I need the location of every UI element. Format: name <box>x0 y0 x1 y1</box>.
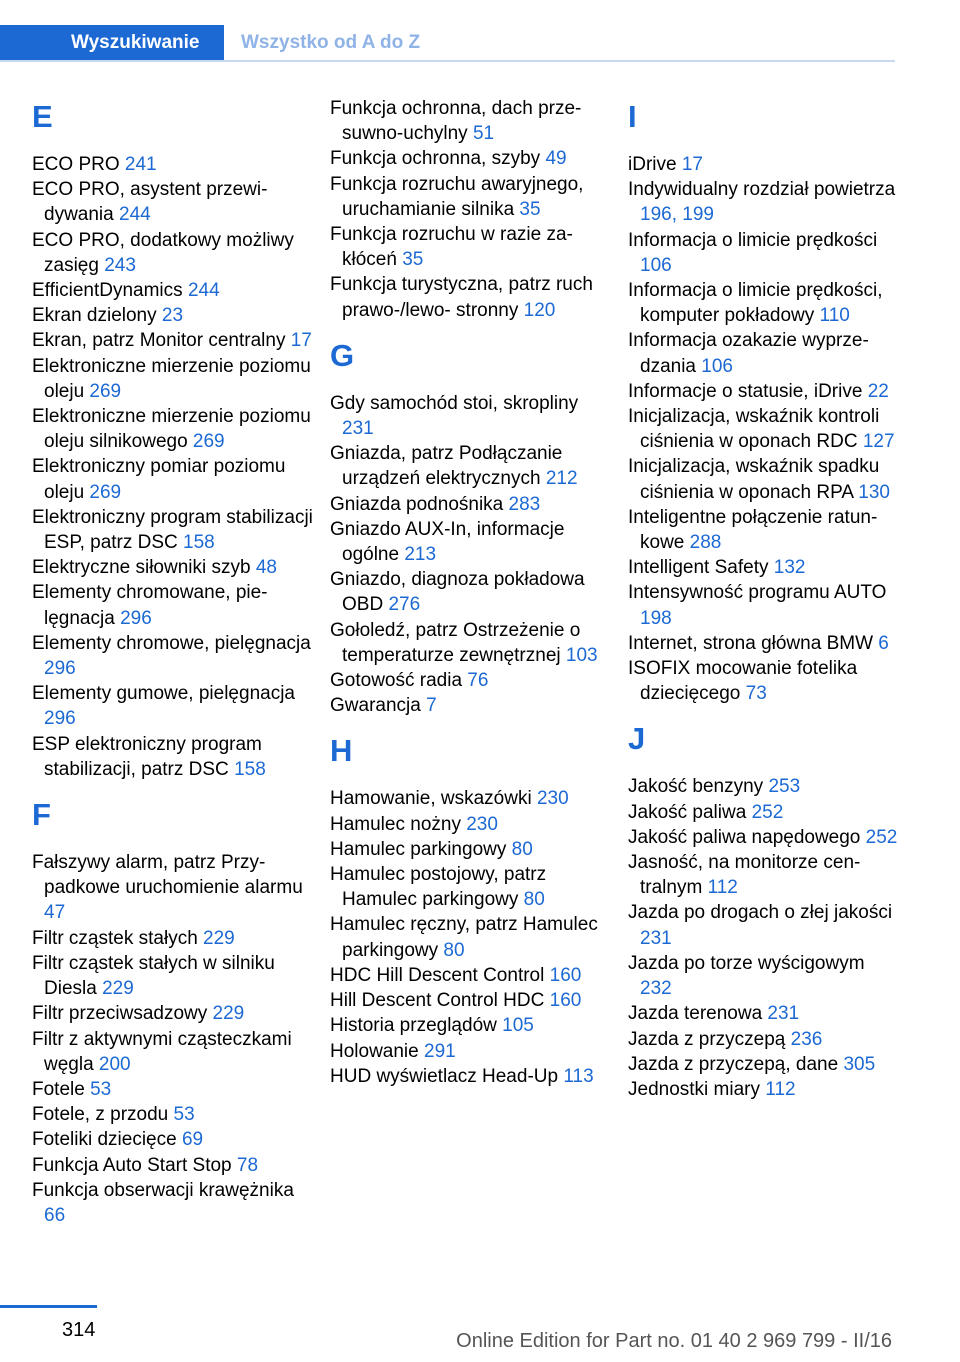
page-reference-link[interactable]: 200 <box>98 1053 131 1075</box>
entry-text: Filtr cząstek stałych w silniku Diesla <box>32 952 275 1000</box>
entry-text: Jakość benzyny <box>628 776 769 798</box>
page-reference-link[interactable]: 47 <box>44 902 66 924</box>
entry-text: Inicjalizacja, wskaźnik spadku ciśnienia w oponach RPA <box>628 456 880 503</box>
index-entry <box>32 454 317 504</box>
page-reference-link[interactable]: 158 <box>183 532 215 554</box>
entry-text: Funkcja rozruchu w razie zakłóceń <box>330 224 573 271</box>
page-reference-link[interactable]: 230 <box>536 788 569 810</box>
entry-text: ECO PRO, asystent przewidywania <box>32 179 268 226</box>
entry-text: Elementy gumowe, pielęgnacja <box>32 683 295 705</box>
page-reference-link[interactable]: 160 <box>549 990 582 1012</box>
page-reference-link[interactable]: 78 <box>236 1154 259 1176</box>
index-entry <box>32 278 317 303</box>
index-entry <box>628 1001 898 1026</box>
page-reference-link[interactable]: 243 <box>104 254 136 276</box>
entry-text: Informacja ozakazie wyprzedzania <box>628 330 869 377</box>
index-entry <box>628 152 898 177</box>
page-reference-link[interactable]: 103 <box>565 644 598 666</box>
page-reference-link[interactable]: 252 <box>751 801 784 823</box>
entry-text: Informacje o statusie, iDrive <box>628 380 868 402</box>
index-entry <box>32 580 317 630</box>
index-entry <box>628 328 898 378</box>
entry-text: Intelligent Safety <box>628 557 774 579</box>
entry-text: Filtr cząstek stałych <box>32 927 204 949</box>
index-entry <box>330 441 615 491</box>
index-entry <box>32 505 317 555</box>
page-reference-link[interactable]: 112 <box>707 877 738 899</box>
page-reference-link[interactable]: 51 <box>472 123 495 145</box>
entry-text: HUD wyświetlacz Head-Up <box>330 1065 564 1087</box>
page-reference-link[interactable]: 269 <box>89 481 122 503</box>
entry-text: Funkcja rozruchu awaryjnego, uruchamianie silnika <box>330 173 584 220</box>
page-reference-link[interactable]: 296 <box>44 658 76 680</box>
page-reference-link[interactable]: 35 <box>519 198 541 220</box>
page-reference-link[interactable]: 253 <box>768 776 801 798</box>
page-reference-link[interactable]: 53 <box>90 1078 112 1100</box>
index-entry <box>330 146 615 171</box>
entry-text: Foteliki dziecięce <box>32 1129 182 1151</box>
index-entry <box>32 177 317 227</box>
page-reference-link[interactable]: 48 <box>255 557 277 579</box>
entry-text: ISOFIX mocowanie fotelika dziecięcego <box>628 658 858 705</box>
page-reference-link[interactable]: 198 <box>640 607 672 629</box>
entry-text: Elektroniczny program stabilizacji ESP, patrz DSC <box>32 506 313 554</box>
index-column-1 <box>32 96 317 1228</box>
index-entry <box>628 656 898 706</box>
page-reference-link[interactable]: 113 <box>563 1065 594 1087</box>
page-reference-link[interactable]: 17 <box>290 330 312 352</box>
page-reference-link[interactable]: 73 <box>745 683 767 705</box>
page-reference-link[interactable]: 23 <box>161 305 184 327</box>
page-reference-link[interactable]: 106 <box>640 254 672 276</box>
header <box>0 25 895 62</box>
page-reference-link[interactable]: 66 <box>44 1204 66 1226</box>
page-reference-link[interactable]: 230 <box>466 813 498 835</box>
index-entry <box>330 786 615 811</box>
index-entry <box>32 1077 317 1102</box>
edition-text: Online Edition for Part no. 01 40 2 969 799 - II/16 <box>456 1330 892 1352</box>
page-reference-link[interactable]: 6 <box>878 632 889 654</box>
page-reference-link[interactable]: 283 <box>508 493 541 515</box>
entry-text: Elementy chromowe, pielęgnacja <box>32 632 311 654</box>
index-group <box>628 718 898 1102</box>
entry-text: Hamulec nożny <box>330 813 467 835</box>
index-entry <box>628 177 898 227</box>
entry-text: Gwarancja <box>330 695 427 717</box>
index-entry <box>330 1013 615 1038</box>
entry-text: Jazda z przyczepą, dane <box>628 1053 844 1075</box>
section-letter: F <box>32 797 51 833</box>
page-reference-link[interactable]: 231 <box>767 1003 800 1025</box>
entry-text: ECO PRO, dodatkowy możliwy zasięg <box>32 229 294 276</box>
section-letter: E <box>32 99 53 134</box>
entry-text: EfficientDynamics <box>32 280 188 302</box>
page-reference-link[interactable]: 305 <box>843 1053 876 1075</box>
page-reference-link[interactable]: 244 <box>119 204 151 226</box>
index-entry <box>32 732 317 782</box>
index-entry <box>32 228 317 278</box>
entry-text: Internet, strona główna BMW <box>628 632 879 654</box>
page-reference-link[interactable]: 229 <box>212 1003 245 1025</box>
page-reference-link[interactable]: 80 <box>443 939 465 961</box>
index-entry <box>330 812 615 837</box>
page-reference-link[interactable]: 241 <box>124 154 157 175</box>
page-reference-link[interactable]: 49 <box>545 148 567 170</box>
entry-text: Ekran dzielony <box>32 305 162 327</box>
index-entry <box>330 668 615 693</box>
entry-text: Jazda terenowa <box>628 1003 768 1025</box>
entry-text: Hamulec postojowy, patrz Hamulec parkingowy <box>330 864 547 911</box>
entry-text: Jazda z przyczepą <box>628 1028 791 1050</box>
index-entry <box>32 926 317 951</box>
entry-text: Funkcja obserwacji krawężnika <box>32 1179 294 1201</box>
page-reference-link[interactable]: 236 <box>790 1028 823 1050</box>
entry-text: Historia przeglądów <box>330 1015 503 1037</box>
entry-text: iDrive <box>628 154 682 175</box>
tab-wyszukiwanie[interactable]: Wyszukiwanie <box>0 25 224 60</box>
index-entry <box>628 454 898 504</box>
index-entry <box>628 404 898 454</box>
entry-text: Fałszywy alarm, patrz Przypadkowe uruchomienie alarmu <box>32 852 303 899</box>
index-entry <box>330 862 615 912</box>
entry-text: Funkcja ochronna, szyby <box>330 148 546 170</box>
entry-text: Inicjalizacja, wskaźnik kontroli ciśnienia w oponach RDC <box>628 406 880 453</box>
index-entry <box>628 850 898 900</box>
page-reference-link[interactable]: 244 <box>187 280 220 302</box>
entry-text: Elektroniczne mierzenie poziomu oleju <box>32 355 311 402</box>
section-letter: I <box>628 99 637 134</box>
page-reference-link[interactable]: 229 <box>102 978 134 1000</box>
index-entry <box>628 580 898 630</box>
index-entry <box>628 379 898 404</box>
index-entry <box>32 354 317 404</box>
page-reference-link[interactable]: 252 <box>865 826 898 848</box>
page-reference-link[interactable]: 130 <box>858 481 890 503</box>
page-reference-link[interactable]: 76 <box>467 670 489 692</box>
entry-text: Indywidualny rozdział powietrza <box>628 179 896 201</box>
index-entry <box>628 631 898 656</box>
index-group <box>32 794 317 1228</box>
entry-text: HDC Hill Descent Control <box>330 964 550 986</box>
index-entry <box>330 391 615 441</box>
index-entry <box>32 681 317 731</box>
index-entry <box>628 505 898 555</box>
index-group <box>330 335 615 719</box>
entry-text: Gotowość radia <box>330 670 468 692</box>
index-entry <box>330 96 615 146</box>
page-reference-link[interactable]: 160 <box>549 964 582 986</box>
page-reference-link[interactable]: 17 <box>681 154 703 175</box>
section-letter: J <box>628 721 646 757</box>
page-reference-link[interactable]: 112 <box>765 1078 796 1100</box>
entry-text: Funkcja ochronna, dach przesuwno-uchylny <box>330 98 582 145</box>
index-entry <box>32 555 317 580</box>
index-entry <box>330 172 615 222</box>
entry-text: Filtr z aktywnymi cząsteczkami węgla <box>32 1028 292 1075</box>
index-entry <box>330 693 615 718</box>
page-reference-link[interactable]: 276 <box>388 594 421 616</box>
entry-text: Filtr przeciwsadzowy <box>32 1003 213 1025</box>
page-reference-link[interactable]: 231 <box>342 418 374 440</box>
entry-text: Fotele, z przodu <box>32 1104 174 1126</box>
index-entry <box>32 1027 317 1077</box>
index-entry <box>628 1027 898 1052</box>
entry-text: Hamowanie, wskazówki <box>330 788 537 810</box>
entry-text: Elementy chromowane, pielęgnacja <box>32 582 268 629</box>
index-entry <box>628 228 898 278</box>
index-entry <box>628 951 898 1001</box>
page-reference-link[interactable]: 288 <box>689 532 722 554</box>
footer-divider <box>0 1305 97 1308</box>
page-reference-link[interactable]: 213 <box>404 544 437 566</box>
page-reference-link[interactable]: 212 <box>545 468 578 490</box>
index-entry <box>330 988 615 1013</box>
entry-text: ESP elektroniczny program stabilizacji, patrz DSC <box>32 733 262 780</box>
entry-text: Inteligentne połączenie ratunkowe <box>628 506 878 554</box>
index-entry <box>628 900 898 950</box>
index-group <box>32 96 317 782</box>
entry-text: Elektroniczny pomiar poziomu oleju <box>32 456 286 503</box>
section-letter: H <box>330 733 353 769</box>
page-reference-link[interactable]: 229 <box>203 927 235 949</box>
index-entry <box>32 1127 317 1152</box>
index-entry <box>32 1001 317 1026</box>
entry-text: Gdy samochód stoi, skropliny <box>330 392 579 414</box>
index-entry <box>32 1102 317 1127</box>
page-reference-link[interactable]: 35 <box>402 249 424 271</box>
index-entry <box>628 1052 898 1077</box>
entry-text: Jasność, na monitorze centralnym <box>628 852 861 899</box>
page-reference-link[interactable]: 269 <box>192 431 225 453</box>
page-reference-link[interactable]: 127 <box>862 431 895 453</box>
index-entry <box>330 837 615 862</box>
page-number: 314 <box>62 1319 96 1341</box>
page-reference-link[interactable]: 80 <box>523 889 545 911</box>
entry-text: Hamulec parkingowy <box>330 838 512 860</box>
page-reference-link[interactable]: 120 <box>523 299 556 321</box>
entry-text: Jazda po torze wyścigowym <box>628 952 865 974</box>
entry-text: Jakość paliwa napędowego <box>628 826 866 848</box>
entry-text: Hill Descent Control HDC <box>330 990 550 1012</box>
page-reference-link[interactable]: 110 <box>819 305 850 327</box>
index-entry <box>32 951 317 1001</box>
index-entry <box>628 1077 898 1102</box>
page-reference-link[interactable]: 291 <box>424 1040 456 1062</box>
tab-wszystko-od-a-do-z[interactable]: Wszystko od A do Z <box>241 32 421 53</box>
header-divider <box>0 60 895 62</box>
entry-text: Gniazdo AUX-In, informacje ogólne <box>330 518 565 566</box>
entry-text: Gniazdo, diagnoza pokładowa OBD <box>330 569 585 616</box>
page-reference-link[interactable]: 132 <box>773 557 806 579</box>
entry-text: Informacja o limicie prędkości, komputer pokładowy <box>628 280 883 327</box>
entry-text: Intensywność programu AUTO <box>628 582 887 604</box>
index-entry <box>330 963 615 988</box>
index-entry <box>330 567 615 617</box>
page-reference-link[interactable]: 22 <box>867 380 889 402</box>
page-reference-link[interactable]: 296 <box>44 708 76 730</box>
index-entry <box>330 492 615 517</box>
page-reference-link[interactable]: 269 <box>89 380 122 402</box>
index-entry <box>330 1039 615 1064</box>
index-entry <box>330 618 615 668</box>
entry-text: Gołoledź, patrz Ostrzeżenie o temperaturze zewnętrznej <box>330 619 581 666</box>
index-entry <box>32 1178 317 1228</box>
page-reference-link[interactable]: 80 <box>511 838 533 860</box>
index-entry <box>628 555 898 580</box>
entry-text: Jednostki miary <box>628 1078 766 1100</box>
index-entry <box>32 404 317 454</box>
entry-text: Elektroniczne mierzenie poziomu oleju silnikowego <box>32 406 311 453</box>
page-reference-link[interactable]: 105 <box>502 1015 534 1037</box>
page-reference-link[interactable]: 158 <box>234 758 266 780</box>
index-entry <box>330 912 615 962</box>
entry-text: Informacja o limicie prędkości <box>628 229 878 251</box>
entry-text: ECO PRO <box>32 154 125 175</box>
entry-text: Gniazda, patrz Podłączanie urządzeń elektrycznych <box>330 443 563 490</box>
index-entry <box>628 774 898 799</box>
entry-text: Gniazda podnośnika <box>330 493 509 515</box>
index-column-3 <box>628 96 898 1102</box>
page-reference-link[interactable]: 69 <box>181 1129 204 1151</box>
page-reference-link[interactable]: 53 <box>173 1104 195 1126</box>
index-entry <box>32 328 317 353</box>
index-entry <box>330 272 615 322</box>
entry-text: Jakość paliwa <box>628 801 752 823</box>
index-group <box>628 96 898 706</box>
index-group <box>330 96 615 323</box>
index-entry <box>32 152 317 177</box>
entry-text: Funkcja Auto Start Stop <box>32 1154 237 1176</box>
index-entry <box>32 850 317 926</box>
index-entry <box>330 1064 615 1089</box>
index-group <box>330 730 615 1088</box>
section-letter: G <box>330 337 355 373</box>
page-reference-link[interactable]: 106 <box>701 355 733 377</box>
index-entry <box>32 1153 317 1178</box>
index-entry <box>330 517 615 567</box>
page-reference-link[interactable]: 296 <box>120 607 152 629</box>
entry-text: Fotele <box>32 1078 91 1100</box>
index-entry <box>32 631 317 681</box>
entry-text: Funkcja turystyczna, patrz ruch prawo-/lewo- stronny <box>330 274 593 321</box>
page-reference-link[interactable]: 231 <box>640 927 672 949</box>
entry-text: Holowanie <box>330 1040 424 1062</box>
entry-text: Ekran, patrz Monitor centralny <box>32 330 291 352</box>
index-entry <box>628 800 898 825</box>
index-entry <box>628 825 898 850</box>
page-reference-link[interactable]: 7 <box>426 695 437 717</box>
page-reference-link[interactable]: 232 <box>640 978 672 1000</box>
entry-text: Hamulec ręczny, patrz Hamulec parkingowy <box>330 914 598 961</box>
index-entry <box>330 222 615 272</box>
entry-text: Jazda po drogach o złej jakości <box>628 902 893 924</box>
page-reference-link[interactable]: 196, 199 <box>640 204 714 226</box>
index-entry <box>628 278 898 328</box>
entry-text: Elektryczne siłowniki szyb <box>32 557 256 579</box>
index-column-2 <box>330 96 615 1089</box>
index-entry <box>32 303 317 328</box>
